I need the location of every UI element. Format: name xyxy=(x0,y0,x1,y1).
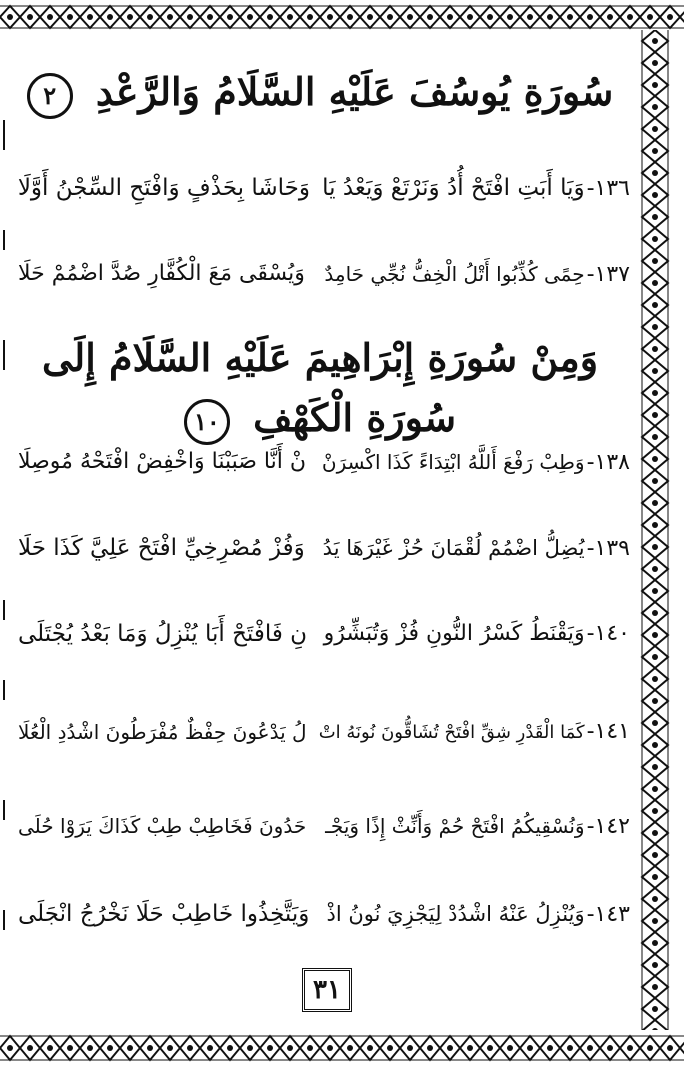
verse-first-text: وَيَا أَبَتِ افْتَحْ أُدُ وَنَرْتَعْ وَيَعْدُ يَا xyxy=(322,175,585,201)
verse-first-hemistich xyxy=(318,432,630,492)
heading-title: وَمِنْ سُورَةِ إِبْرَاهِيمَ عَلَيْهِ السَّلَامُ إِلَى سُورَةِ الْكَهْفِ xyxy=(41,335,599,440)
verse-first-hemistich xyxy=(318,604,630,664)
verse-number: ١٤٣- xyxy=(586,902,630,927)
verse-first-hemistich xyxy=(318,884,630,944)
verse-first-hemistich xyxy=(318,518,630,578)
section-number-badge: ١٠ xyxy=(184,399,230,445)
verse-first-text: وَيَقْنَطُ كَسْرُ النُّونِ فُزْ وَتُبَشِّرُو xyxy=(323,621,585,646)
verse-number: ١٤٠- xyxy=(586,621,630,646)
verse-second-hemistich: وَفُزْ مُصْرِخِيِّ افْتَحْ عَلِيَّ كَذَا حَلَا xyxy=(18,535,305,561)
verse-first-text: كَمَا الْقَدْرِ شِقِّ افْتَحْ تُشَاقُّونَ نُونَهُ اتْ xyxy=(318,722,585,743)
section-number-badge: ٢ xyxy=(27,73,73,119)
verse-first-text: وَطِبْ رَفْعَ أَللَّهُ ابْتِدَاءً كَذَا اكْسِرَنْ xyxy=(321,450,585,474)
verse-number: ١٣٧- xyxy=(586,262,630,287)
verse-number: ١٤٢- xyxy=(586,814,630,839)
verse-number: ١٣٩- xyxy=(586,536,630,561)
verse-line xyxy=(18,518,630,578)
verse-line xyxy=(18,244,630,304)
verse-second-hemistich: وَيَتَّخِذُوا خَاطِبْ حَلَا نَخْرُجُ انْجَلَى xyxy=(18,901,310,927)
verse-number: ١٣٦- xyxy=(586,176,630,201)
verse-first-hemistich xyxy=(318,702,630,762)
verse-second-hemistich: وَيُسْقَى مَعَ الْكُفَّارِ صُدَّ اضْمُمْ حَلَا xyxy=(18,261,305,286)
verse-line xyxy=(18,432,630,492)
verse-first-text: وَيُنْزِلُ عَنْهُ اشْدُدْ لِيَجْزِيَ نُونُ اذْ xyxy=(326,902,585,926)
heading-title: سُورَةِ يُوسُفَ عَلَيْهِ السَّلَامُ وَالرَّعْدِ xyxy=(95,69,614,114)
verse-number: ١٣٨- xyxy=(586,450,630,475)
page-number: ٣١ xyxy=(302,968,352,1012)
verse-first-text: يُضِلُّ اضْمُمْ لُقْمَانَ حُزْ غَيْرَهَا يَدُ xyxy=(322,536,585,560)
verse-line xyxy=(18,604,630,664)
verse-second-hemistich: لُ يَدْعُونَ حِفْظٌ مُفْرَطُونَ اشْدُدِ الْعُلَا xyxy=(18,720,307,744)
verse-line xyxy=(18,796,630,856)
verse-first-hemistich xyxy=(318,158,630,218)
verse-line xyxy=(18,158,630,218)
verse-line xyxy=(18,884,630,944)
verse-first-text: حِمًى كُذِّبُوا أَتْلُ الْخِفُّ نُجِّي حَامِدٌ xyxy=(324,262,585,286)
verse-number: ١٤١- xyxy=(586,719,630,744)
verse-first-hemistich xyxy=(318,244,630,304)
verse-second-hemistich: وَحَاشَا بِحَذْفٍ وَافْتَحِ السِّجْنُ أَوَّلَا xyxy=(17,175,310,201)
verse-second-hemistich: حَدُونَ فَخَاطِبْ طِبْ كَذَاكَ يَرَوْا حُلَى xyxy=(18,814,307,838)
verse-first-hemistich xyxy=(318,796,630,856)
verse-first-text: وَنُسْقِيكُمُ افْتَحْ حُمْ وَأَنِّثْ إِذًا وَيَجْـ xyxy=(325,814,585,838)
verse-second-hemistich: نِ فَافْتَحْ أَبَا يُنْزِلُ وَمَا بَعْدُ يُجْتَلَى xyxy=(18,621,308,647)
verse-line xyxy=(18,702,630,762)
section-heading-ibrahim xyxy=(0,328,640,448)
verse-second-hemistich: نْ أَنَّا صَبَبْنَا وَاخْفِضْ افْتَحْهُ مُوصِلَا xyxy=(18,449,306,474)
section-heading-yusuf xyxy=(0,62,640,122)
